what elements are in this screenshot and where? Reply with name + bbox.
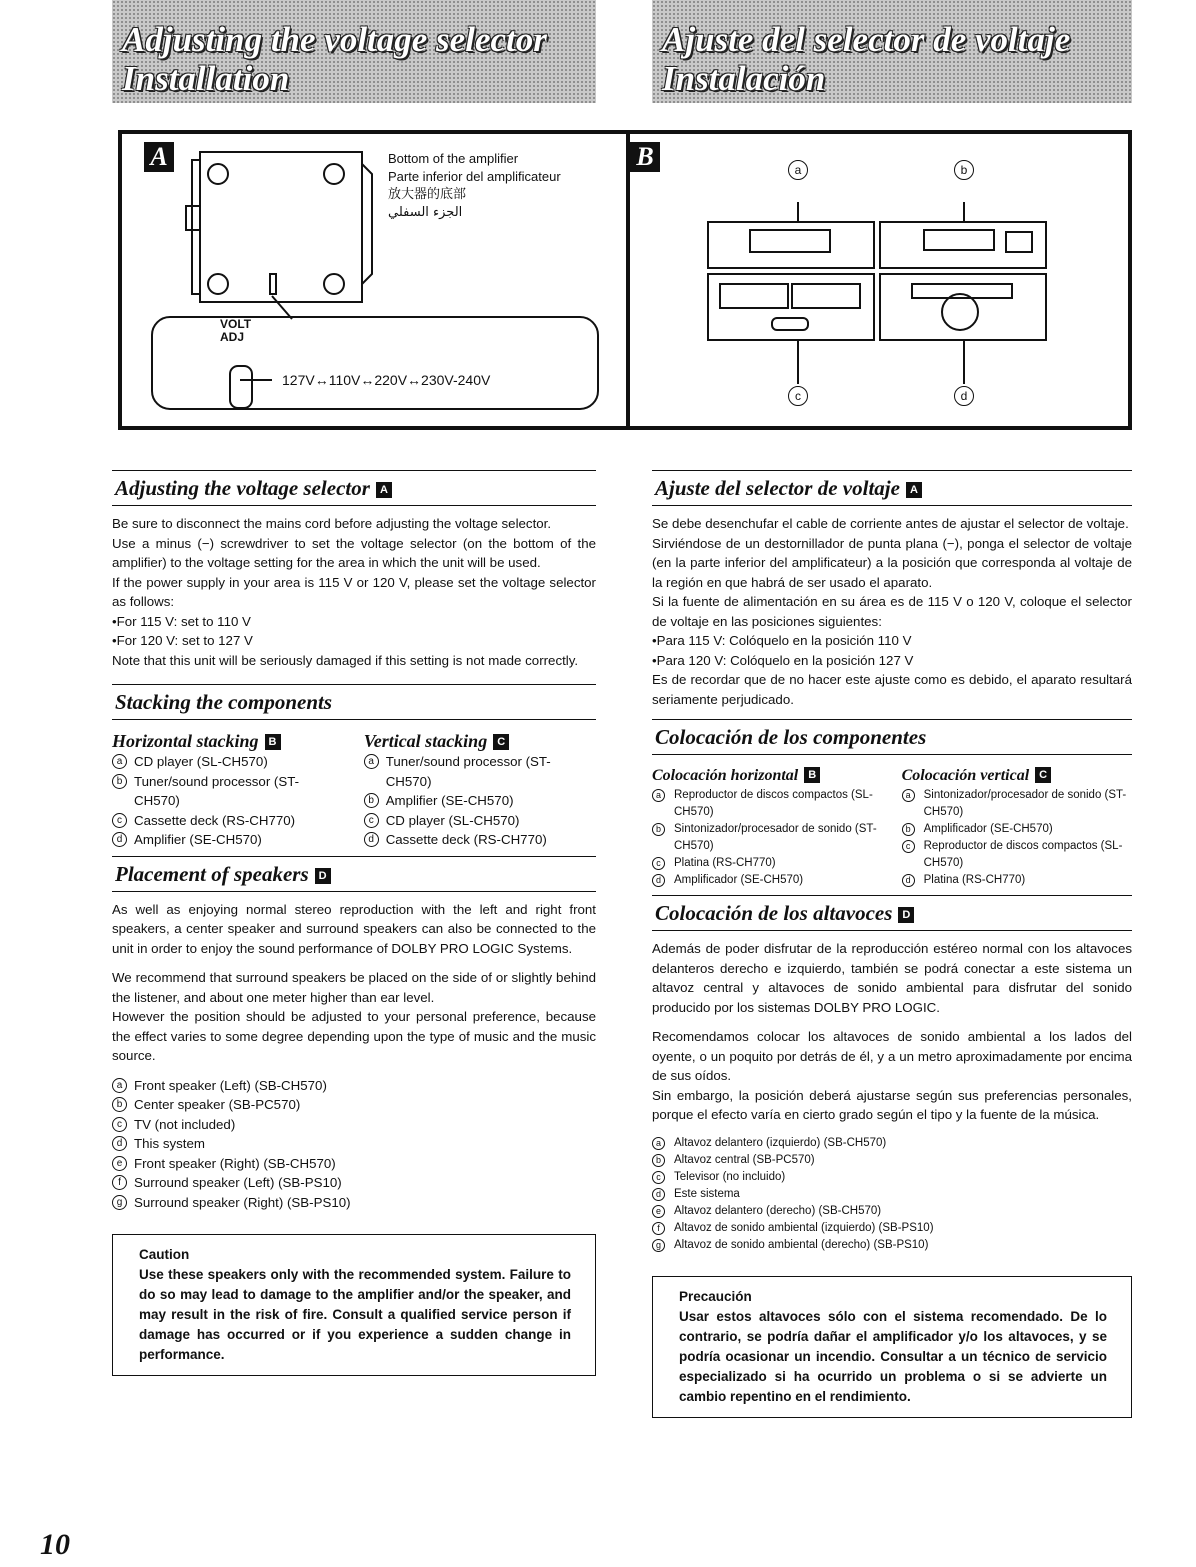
list-item: a Reproductor de discos compactos (SL-CH570) xyxy=(652,787,882,821)
caution-title: Precaución xyxy=(679,1288,752,1304)
paragraph: Sin embargo, la posición deberá ajustarse según sus preferencias personales, porque el efecto varía en cierto grado según el tipo y la fuente de la música. xyxy=(652,1087,1132,1122)
section-voltage-title: Adjusting the voltage selector xyxy=(115,476,370,500)
paragraph: Si la fuente de alimentación en su área es de 115 V o 120 V, coloque el selector de voltaje en las posiciones siguientes: xyxy=(652,594,1132,629)
figure-ref-badge: D xyxy=(898,907,914,923)
subheading: Horizontal stacking B xyxy=(112,730,344,752)
section-voltage-title: Ajuste del selector de voltaje xyxy=(655,476,900,500)
section-speakers-heading xyxy=(652,895,1132,931)
list-item: c Cassette deck (RS-CH770) xyxy=(112,811,344,831)
bullet-line: •For 115 V: set to 110 V xyxy=(112,613,251,629)
section-speakers-heading xyxy=(112,856,596,892)
paragraph: If the power supply in your area is 115 V or 120 V, please set the voltage selector as follows: xyxy=(112,574,596,609)
bullet-line: •Para 120 V: Colóquelo en la posición 127 V xyxy=(652,652,914,668)
banner-title-es-line2: Instalación xyxy=(662,59,826,98)
list-item: c TV (not included) xyxy=(112,1115,596,1135)
section-speakers-title: Placement of speakers xyxy=(115,861,309,886)
list-item: d Amplifier (SE-CH570) xyxy=(112,830,344,850)
list-item: b Tuner/sound processor (ST-CH570) xyxy=(112,772,344,811)
list-item: a Altavoz delantero (izquierdo) (SB-CH570) xyxy=(652,1135,1132,1152)
figure-a-caption xyxy=(388,150,561,222)
list-item: b Amplificador (SE-CH570) xyxy=(902,821,1132,838)
vertical-stacking xyxy=(902,763,1132,889)
section-voltage-heading xyxy=(112,470,596,506)
subheading: Vertical stacking C xyxy=(364,730,596,752)
list-item: g Altavoz de sonido ambiental (derecho) (SB-PS10) xyxy=(652,1237,1132,1254)
caution-body: Use these speakers only with the recommended system. Failure to do so may lead to damage to the amplifier and/or the speaker, and may result in the risk of fire. Consult a qualified service person if damage has occurred or if you experience a sudden change in performance. xyxy=(139,1267,571,1362)
subheading: Colocación vertical C xyxy=(902,765,1132,787)
figure-b xyxy=(626,130,1132,430)
list-item: d This system xyxy=(112,1134,596,1154)
paragraph: Sirviéndose de un destornillador de punta plana (−), ponga el selector de voltaje (en la parte inferior del amplificateur) a la posición que corresponda al voltaje de la región en que habrá de ser usado el aparato. xyxy=(652,535,1132,590)
horizontal-stacking xyxy=(112,728,344,850)
vertical-stacking xyxy=(364,728,596,850)
list-item: a Front speaker (Left) (SB-CH570) xyxy=(112,1076,596,1096)
section-stacking-title: Colocación de los componentes xyxy=(655,725,927,749)
figure-a-letter: A xyxy=(144,142,174,172)
caption-arabic: الجزء السفلي xyxy=(388,205,463,220)
spanish-column xyxy=(652,470,1132,1418)
figure-a xyxy=(118,130,630,430)
caution-box xyxy=(112,1234,596,1376)
stacking-grid xyxy=(652,763,1132,889)
list-item: a Sintonizador/procesador de sonido (ST-CH570) xyxy=(902,787,1132,821)
list-item: c Reproductor de discos compactos (SL-CH570) xyxy=(902,838,1132,872)
list-item: f Surround speaker (Left) (SB-PS10) xyxy=(112,1173,596,1193)
paragraph: However the position should be adjusted to your personal preference, because the effect varies to some degree depending upon the type of music and the music source. xyxy=(112,1009,596,1063)
list-item: b Amplifier (SE-CH570) xyxy=(364,791,596,811)
subheading: Colocación horizontal B xyxy=(652,765,882,787)
figure-ref-badge: D xyxy=(315,868,331,884)
paragraph: As well as enjoying normal stereo reproduction with the left and right front speakers, a center speaker and surround speakers can also be connected to the unit in order to enjoy the sound performance of DOLBY PRO LOGIC Systems. xyxy=(112,901,596,956)
section-stacking-heading xyxy=(112,684,596,720)
paragraph: We recommend that surround speakers be placed on the side of or slightly behind the listener, and about one meter higher than ear level. xyxy=(112,970,596,1005)
banner-title-en-line1: Adjusting the voltage selector xyxy=(122,20,547,59)
english-column xyxy=(112,470,596,1376)
banner-spanish xyxy=(652,0,1132,103)
section-stacking-heading xyxy=(652,719,1132,755)
paragraph: Recomendamos colocar los altavoces de sonido ambiental a los lados del oyente, o un poquito por detrás de él, y a un metro aproximadamente por encima de sus oídos. xyxy=(652,1029,1132,1083)
list-item: e Altavoz delantero (derecho) (SB-CH570) xyxy=(652,1203,1132,1220)
paragraph: Es de recordar que de no hacer este ajuste como es debido, el aparato resultará seriamente perjudicado. xyxy=(652,672,1132,707)
list-item: e Front speaker (Right) (SB-CH570) xyxy=(112,1154,596,1174)
section-speakers-title: Colocación de los altavoces xyxy=(655,901,893,925)
list-item: a Tuner/sound processor (ST-CH570) xyxy=(364,752,596,791)
figure-b-letter: B xyxy=(630,142,660,172)
banner-english xyxy=(112,0,596,103)
list-item: b Sintonizador/procesador de sonido (ST-CH570) xyxy=(652,821,882,855)
label-b: b xyxy=(954,160,974,180)
list-item: c Platina (RS-CH770) xyxy=(652,855,882,872)
section-stacking-title: Stacking the components xyxy=(115,690,333,714)
list-item: d Amplificador (SE-CH570) xyxy=(652,872,882,889)
list-item: c CD player (SL-CH570) xyxy=(364,811,596,831)
bullet-line: •For 120 V: set to 127 V xyxy=(112,633,253,648)
list-item: f Altavoz de sonido ambiental (izquierdo) (SB-PS10) xyxy=(652,1220,1132,1237)
paragraph: Note that this unit will be seriously damaged if this setting is not made correctly. xyxy=(112,652,579,668)
figure-ref-badge: A xyxy=(906,482,922,498)
banner-title-es-line1: Ajuste del selector de voltaje xyxy=(662,20,1071,59)
figure-ref-badge: A xyxy=(376,482,392,498)
banner-title-en-line2: Installation xyxy=(122,59,290,98)
stacking-grid xyxy=(112,728,596,850)
list-item: d Cassette deck (RS-CH770) xyxy=(364,830,596,850)
volt-adj-label: VOLT ADJ xyxy=(220,317,252,344)
label-a: a xyxy=(788,160,808,180)
paragraph: Use a minus (−) screwdriver to set the voltage selector (on the bottom of the amplifier) to the voltage setting for the area in which the unit will be used. xyxy=(112,535,596,570)
paragraph: Be sure to disconnect the mains cord before adjusting the voltage selector. xyxy=(112,516,552,531)
stacked-components-drawing xyxy=(630,134,1128,426)
list-item: b Altavoz central (SB-PC570) xyxy=(652,1152,1132,1169)
paragraph: Se debe desenchufar el cable de corriente antes de ajustar el selector de voltaje. xyxy=(652,516,1129,531)
caution-body: Usar estos altavoces sólo con el sistema recomendado. De lo contrario, se podría dañar el amplificador y/o los altavoces, y se podría ocasionar un incendio. Consultar a un técnico de servicio especializado si ha ocurrido un problema o si se advierte un cambio repentino en el rendimiento. xyxy=(679,1308,1107,1404)
section-voltage-heading xyxy=(652,470,1132,506)
list-item: g Surround speaker (Right) (SB-PS10) xyxy=(112,1193,596,1213)
caption-english: Bottom of the amplifier xyxy=(388,151,519,166)
label-d: d xyxy=(954,386,974,406)
list-item: b Center speaker (SB-PC570) xyxy=(112,1095,596,1115)
horizontal-stacking xyxy=(652,763,882,889)
caption-french: Parte inferior del amplificateur xyxy=(388,169,561,184)
voltage-options: 127V↔110V↔220V↔230V-240V xyxy=(282,372,491,388)
list-item: c Televisor (no incluido) xyxy=(652,1169,1132,1186)
caption-chinese: 放大器的底部 xyxy=(388,187,467,202)
caution-box xyxy=(652,1276,1132,1418)
page-number: 10 xyxy=(40,1528,70,1561)
paragraph: Además de poder disfrutar de la reproducción estéreo normal con los altavoces delanteros derecho e izquierdo, también se podrá conectar a este sistema un altavoz central y altavoces de sonido ambiental para disfrutar del sonido producido por los sistemas DOLBY PRO LOGIC. xyxy=(652,941,1132,1015)
list-item: a CD player (SL-CH570) xyxy=(112,752,344,772)
caution-title: Caution xyxy=(139,1247,190,1262)
list-item: d Este sistema xyxy=(652,1186,1132,1203)
label-c: c xyxy=(788,386,808,406)
bullet-line: •Para 115 V: Colóquelo en la posición 110 V xyxy=(652,633,912,648)
list-item: d Platina (RS-CH770) xyxy=(902,872,1132,889)
